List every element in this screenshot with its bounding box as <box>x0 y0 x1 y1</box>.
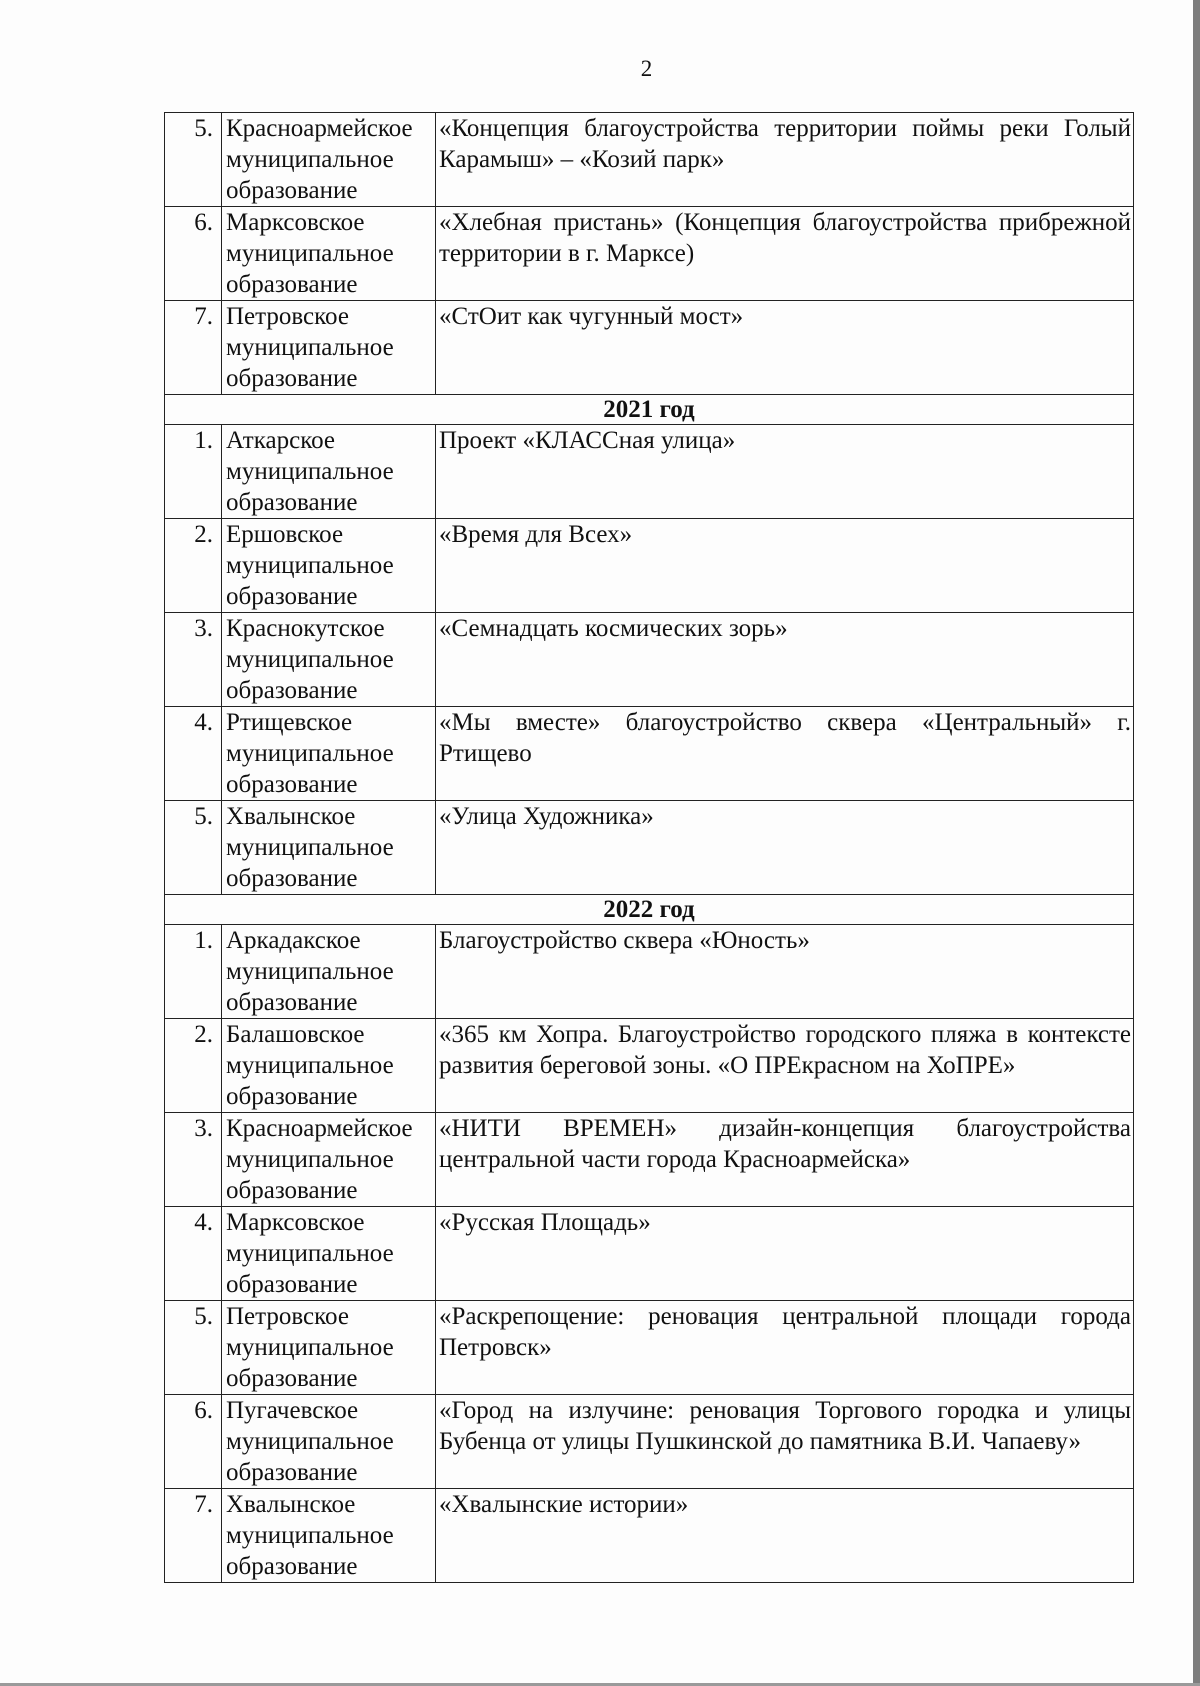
row-number: 4. <box>165 1207 222 1301</box>
municipality-name: Ртищевское муниципальное образование <box>222 707 436 801</box>
page-number: 2 <box>640 56 653 81</box>
project-title: «НИТИ ВРЕМЕН» дизайн-концепция благоустройства центральной части города Красноармейска» <box>436 1113 1134 1207</box>
row-number: 6. <box>165 1395 222 1489</box>
year-header: 2022 год <box>165 895 1134 925</box>
row-number: 3. <box>165 1113 222 1207</box>
table-row <box>165 613 1134 707</box>
project-title: «365 км Хопра. Благоустройство городского пляжа в контексте развития береговой зоны. «О ПРЕкрасном на ХоПРЕ» <box>436 1019 1134 1113</box>
project-title: «Время для Всех» <box>436 519 1134 613</box>
table-row <box>165 1395 1134 1489</box>
table-row <box>165 1489 1134 1583</box>
table-row <box>165 301 1134 395</box>
table-row <box>165 925 1134 1019</box>
row-number: 7. <box>165 1489 222 1583</box>
municipality-name: Балашовское муниципальное образование <box>222 1019 436 1113</box>
project-title: «Город на излучине: реновация Торгового городка и улицы Бубенца от улицы Пушкинской до памятника В.И. Чапаеву» <box>436 1395 1134 1489</box>
municipality-name: Красноармейское муниципальное образование <box>222 113 436 207</box>
project-title: «Хлебная пристань» (Концепция благоустройства прибрежной территории в г. Марксе) <box>436 207 1134 301</box>
row-number: 4. <box>165 707 222 801</box>
table-row <box>165 207 1134 301</box>
project-title: Проект «КЛАССная улица» <box>436 425 1134 519</box>
municipality-name: Аткарское муниципальное образование <box>222 425 436 519</box>
municipality-name: Хвалынское муниципальное образование <box>222 1489 436 1583</box>
project-title: «Улица Художника» <box>436 801 1134 895</box>
project-title: «Русская Площадь» <box>436 1207 1134 1301</box>
project-title: «Раскрепощение: реновация центральной площади города Петровск» <box>436 1301 1134 1395</box>
table-body <box>165 113 1134 1583</box>
project-title: Благоустройство сквера «Юность» <box>436 925 1134 1019</box>
row-number: 5. <box>165 801 222 895</box>
municipality-name: Марксовское муниципальное образование <box>222 207 436 301</box>
table-row <box>165 519 1134 613</box>
row-number: 2. <box>165 519 222 613</box>
project-title: «Концепция благоустройства территории поймы реки Голый Карамыш» – «Козий парк» <box>436 113 1134 207</box>
municipality-name: Ершовское муниципальное образование <box>222 519 436 613</box>
project-title: «Хвалынские истории» <box>436 1489 1134 1583</box>
municipality-name: Хвалынское муниципальное образование <box>222 801 436 895</box>
municipality-name: Петровское муниципальное образование <box>222 1301 436 1395</box>
row-number: 5. <box>165 113 222 207</box>
year-header-row <box>165 895 1134 925</box>
municipality-name: Марксовское муниципальное образование <box>222 1207 436 1301</box>
table-row <box>165 1301 1134 1395</box>
row-number: 3. <box>165 613 222 707</box>
row-number: 1. <box>165 425 222 519</box>
year-header-row <box>165 395 1134 425</box>
table-row <box>165 707 1134 801</box>
table-row <box>165 425 1134 519</box>
municipal-projects-table <box>164 112 1134 1583</box>
table-row <box>165 801 1134 895</box>
municipality-name: Петровское муниципальное образование <box>222 301 436 395</box>
row-number: 2. <box>165 1019 222 1113</box>
municipality-name: Аркадакское муниципальное образование <box>222 925 436 1019</box>
table-row <box>165 1113 1134 1207</box>
table-row <box>165 113 1134 207</box>
row-number: 5. <box>165 1301 222 1395</box>
project-title: «СтОит как чугунный мост» <box>436 301 1134 395</box>
table-row <box>165 1207 1134 1301</box>
project-title: «Мы вместе» благоустройство сквера «Центральный» г. Ртищево <box>436 707 1134 801</box>
project-title: «Семнадцать космических зорь» <box>436 613 1134 707</box>
row-number: 7. <box>165 301 222 395</box>
page-edge-shadow <box>1193 0 1200 1686</box>
municipality-name: Пугачевское муниципальное образование <box>222 1395 436 1489</box>
year-header: 2021 год <box>165 395 1134 425</box>
row-number: 6. <box>165 207 222 301</box>
municipality-name: Краснокутское муниципальное образование <box>222 613 436 707</box>
municipality-name: Красноармейское муниципальное образование <box>222 1113 436 1207</box>
row-number: 1. <box>165 925 222 1019</box>
table-row <box>165 1019 1134 1113</box>
